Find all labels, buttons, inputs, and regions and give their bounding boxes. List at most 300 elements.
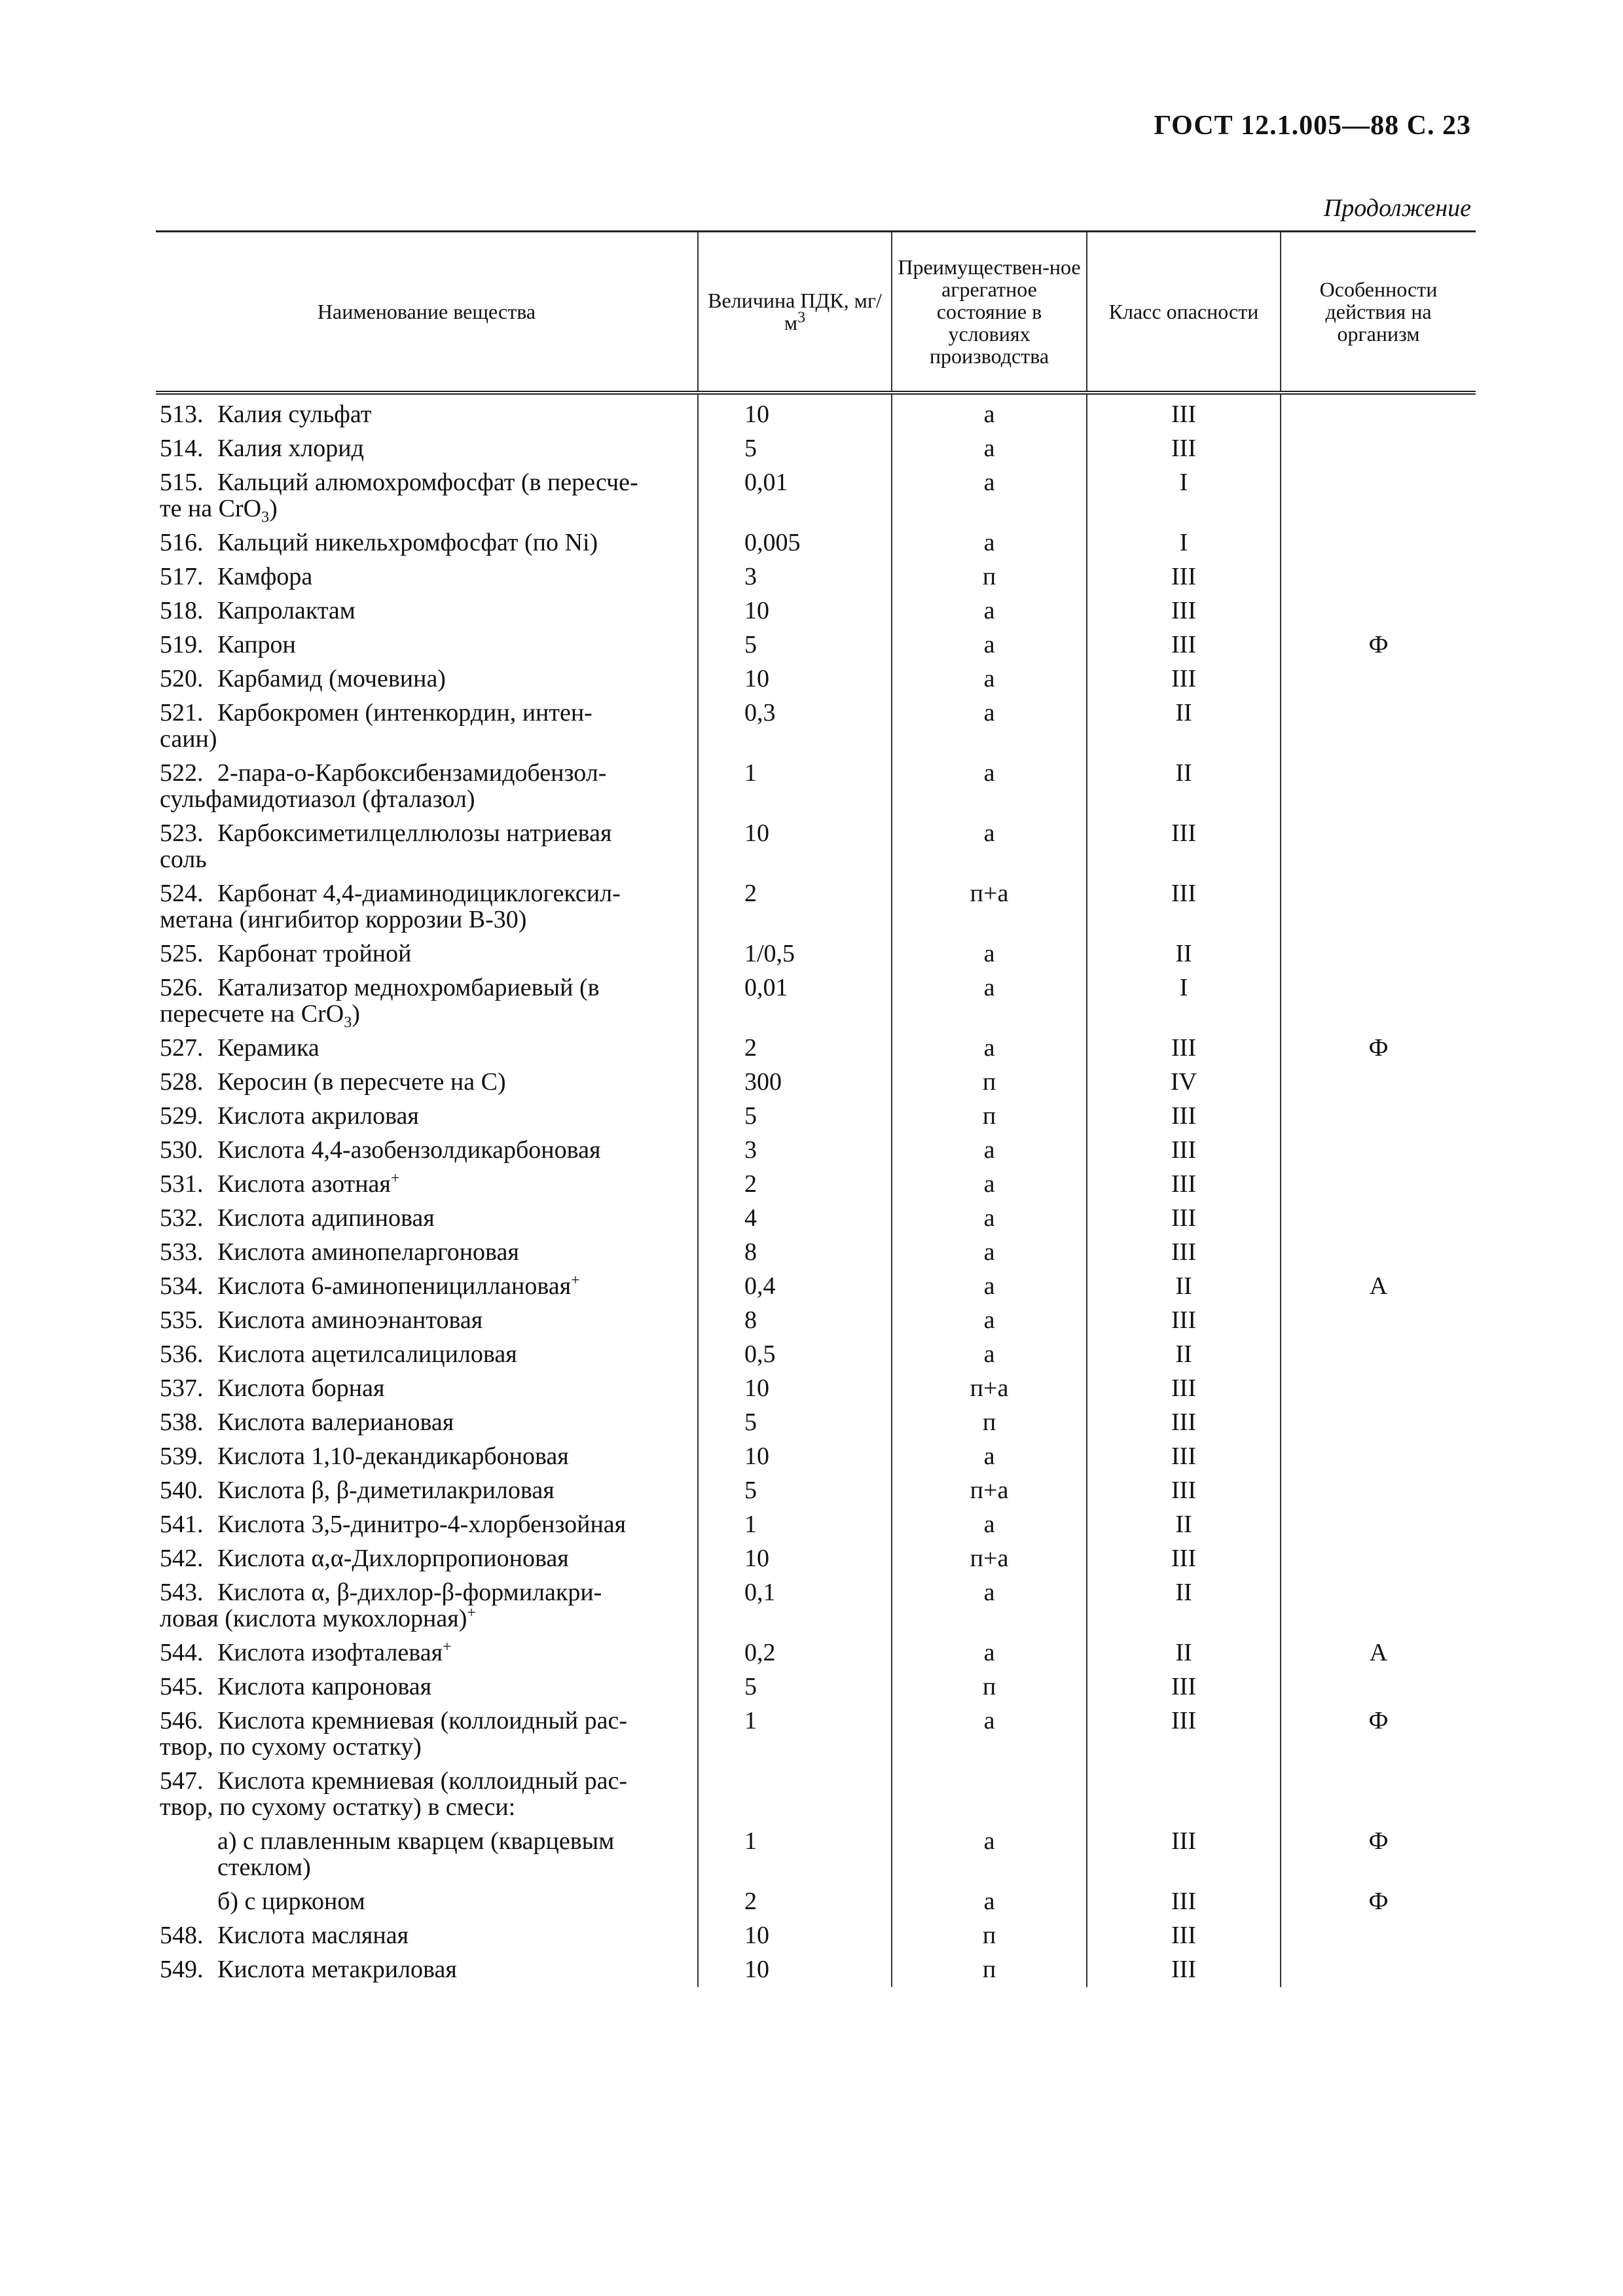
col-header-pdk xyxy=(698,232,892,393)
row-number: 513. xyxy=(160,401,204,428)
pdk-value: 3 xyxy=(698,1134,892,1168)
table-row xyxy=(156,971,1476,1031)
substance-name-continuation xyxy=(160,1734,693,1760)
substance-name-line xyxy=(160,1068,506,1096)
effect-features xyxy=(1281,877,1476,937)
hazard-class xyxy=(1087,1765,1281,1825)
hazard-class: III xyxy=(1087,1542,1281,1576)
substance-name-cell xyxy=(156,1236,698,1270)
pdk-value: 8 xyxy=(698,1236,892,1270)
effect-features xyxy=(1281,1372,1476,1406)
row-number: 529. xyxy=(160,1102,204,1130)
substance-name-cell xyxy=(156,1168,698,1202)
table-row xyxy=(156,393,1476,432)
substance-name: Кислота метакриловая xyxy=(217,1956,457,1983)
substance-name-cell xyxy=(156,662,698,696)
substance-name-line xyxy=(160,1579,602,1606)
hazard-class: III xyxy=(1087,1704,1281,1765)
substance-name-line xyxy=(160,1443,569,1470)
table-row xyxy=(156,1168,1476,1202)
substance-name-cell xyxy=(156,971,698,1031)
col-header-effects: Особенности действия на организм xyxy=(1281,232,1476,393)
hazard-class: III xyxy=(1087,1372,1281,1406)
substance-name-line xyxy=(160,401,371,428)
pdk-value: 0,5 xyxy=(698,1338,892,1372)
substance-name-line xyxy=(160,665,446,692)
pdk-value: 10 xyxy=(698,1919,892,1953)
row-number: 520. xyxy=(160,665,204,692)
substance-name: Калия хлорид xyxy=(217,435,364,462)
table-row xyxy=(156,1953,1476,1987)
substance-name-cell xyxy=(156,757,698,817)
hazard-class: III xyxy=(1087,1134,1281,1168)
substance-name-line xyxy=(160,1408,454,1436)
substance-name: Кислота масляная xyxy=(217,1922,409,1949)
substance-name-line xyxy=(160,1272,580,1300)
substance-name: Карбокромен (интенкордин, интен- xyxy=(217,699,593,726)
substance-name-line xyxy=(160,1707,627,1734)
substance-name: Капролактам xyxy=(217,597,356,624)
table-row xyxy=(156,1474,1476,1508)
substance-name-line xyxy=(160,435,364,462)
substance-name-cell xyxy=(156,817,698,877)
hazard-class: III xyxy=(1087,1885,1281,1919)
continuation-label: Продолжение xyxy=(1323,194,1471,222)
substance-name-cell xyxy=(156,1338,698,1372)
row-number: 521. xyxy=(160,699,204,726)
col-header-substance: Наименование вещества xyxy=(156,232,698,393)
pdk-value: 2 xyxy=(698,1031,892,1066)
table-row xyxy=(156,1100,1476,1134)
hazard-class: I xyxy=(1087,466,1281,526)
substance-name-cell xyxy=(156,1474,698,1508)
table-row xyxy=(156,1508,1476,1542)
aggregate-state: а xyxy=(892,1338,1087,1372)
effect-features xyxy=(1281,1670,1476,1704)
substance-name-line xyxy=(160,880,621,907)
row-number: 531. xyxy=(160,1170,204,1198)
hazard-class: III xyxy=(1087,877,1281,937)
hazard-class: III xyxy=(1087,1100,1281,1134)
substance-name-continuation xyxy=(160,495,693,526)
table-row xyxy=(156,526,1476,560)
substance-name-line xyxy=(160,631,296,658)
row-number: 535. xyxy=(160,1306,204,1334)
substance-name-end: ) xyxy=(352,1000,360,1028)
effect-features xyxy=(1281,1304,1476,1338)
table-row xyxy=(156,1636,1476,1670)
table-row xyxy=(156,1338,1476,1372)
substance-name-cell xyxy=(156,1202,698,1236)
substance-name-part: те на CrO xyxy=(160,495,262,522)
substance-name-line xyxy=(160,974,600,1001)
pdk-value: 10 xyxy=(698,393,892,432)
table-row xyxy=(156,937,1476,971)
aggregate-state: а xyxy=(892,1825,1087,1885)
table-row xyxy=(156,1704,1476,1765)
aggregate-state: а xyxy=(892,393,1087,432)
aggregate-state: а xyxy=(892,1202,1087,1236)
hazard-class: I xyxy=(1087,526,1281,560)
hazard-class: IV xyxy=(1087,1066,1281,1100)
substance-name: Кислота азотная xyxy=(217,1170,391,1198)
pdk-value: 0,2 xyxy=(698,1636,892,1670)
pdk-value: 1 xyxy=(698,1825,892,1885)
aggregate-state: а xyxy=(892,817,1087,877)
hazard-class: III xyxy=(1087,1670,1281,1704)
substance-name-line xyxy=(160,940,411,967)
substance-name-cell xyxy=(156,1765,698,1825)
substance-name: Кислота 3,5-динитро-4-хлорбензойная xyxy=(217,1511,627,1538)
substance-name-cell xyxy=(156,1704,698,1765)
pdk-value: 10 xyxy=(698,594,892,628)
substance-name-continuation xyxy=(160,726,693,752)
aggregate-state: а xyxy=(892,1304,1087,1338)
effect-features: Ф xyxy=(1281,628,1476,662)
substance-name-part: саин) xyxy=(160,725,217,753)
effect-features: А xyxy=(1281,1636,1476,1670)
table-row xyxy=(156,1372,1476,1406)
row-number: 538. xyxy=(160,1408,204,1436)
footnote-mark: + xyxy=(467,1604,476,1622)
substance-name-continuation xyxy=(160,786,693,812)
substance-name-cell xyxy=(156,1670,698,1704)
table-row xyxy=(156,1066,1476,1100)
substance-name-part: ловая (кислота мукохлорная) xyxy=(160,1605,467,1632)
substance-name-continuation xyxy=(160,1000,693,1031)
substance-name-line xyxy=(160,1034,319,1062)
footnote-mark: + xyxy=(571,1272,580,1289)
substance-name-continuation xyxy=(160,1605,693,1632)
effect-features xyxy=(1281,1765,1476,1825)
substance-name: Кислота капроновая xyxy=(217,1673,432,1700)
aggregate-state: п xyxy=(892,1066,1087,1100)
substance-name-part: соль xyxy=(160,846,207,873)
footnote-mark: + xyxy=(390,1170,400,1187)
table-row xyxy=(156,1576,1476,1636)
substance-name-cell xyxy=(156,1542,698,1576)
aggregate-state: а xyxy=(892,1704,1087,1765)
row-number: 517. xyxy=(160,563,204,590)
effect-features xyxy=(1281,1576,1476,1636)
substance-name-line xyxy=(160,1767,627,1795)
substance-name-line xyxy=(160,597,356,624)
row-number: 533. xyxy=(160,1238,204,1266)
substance-name-cell xyxy=(156,1134,698,1168)
row-number: 516. xyxy=(160,529,204,556)
substance-name: Карбоксиметилцеллюлозы натриевая xyxy=(217,819,612,847)
substance-name-end: ) xyxy=(269,495,278,522)
effect-features xyxy=(1281,432,1476,466)
pdk-value: 10 xyxy=(698,1440,892,1474)
substance-name: Кислота 6-аминопенициллановая xyxy=(217,1272,572,1300)
effect-features xyxy=(1281,937,1476,971)
substance-name-line xyxy=(160,529,598,556)
substance-name-part: пересчете на CrO xyxy=(160,1000,344,1028)
table-body xyxy=(156,393,1476,1987)
substance-name-line xyxy=(160,819,611,847)
aggregate-state: а xyxy=(892,971,1087,1031)
table-row xyxy=(156,696,1476,757)
hazard-class: III xyxy=(1087,1168,1281,1202)
hazard-class: III xyxy=(1087,1031,1281,1066)
effect-features xyxy=(1281,971,1476,1031)
table-row xyxy=(156,628,1476,662)
row-number: 514. xyxy=(160,435,204,462)
substance-name: Кислота кремниевая (коллоидный рас- xyxy=(217,1767,628,1795)
substance-name-cell xyxy=(156,1508,698,1542)
substance-name-cell xyxy=(156,1372,698,1406)
substance-name: Кислота 4,4-азобензолдикарбоновая xyxy=(217,1136,601,1164)
effect-features xyxy=(1281,1338,1476,1372)
effect-features xyxy=(1281,594,1476,628)
substance-name-line xyxy=(160,1639,452,1666)
pdk-value: 5 xyxy=(698,1406,892,1440)
pdk-value: 10 xyxy=(698,1953,892,1987)
pdk-value xyxy=(698,1765,892,1825)
table-row xyxy=(156,560,1476,594)
effect-features xyxy=(1281,1066,1476,1100)
effect-features xyxy=(1281,1100,1476,1134)
substance-name: Кислота валериановая xyxy=(217,1408,454,1436)
substance-name-cell xyxy=(156,594,698,628)
substance-name-line xyxy=(160,1306,483,1334)
substance-name: Кислота 1,10-декандикарбоновая xyxy=(217,1443,569,1470)
aggregate-state: а xyxy=(892,937,1087,971)
table-row xyxy=(156,1542,1476,1576)
pdk-value: 10 xyxy=(698,1372,892,1406)
substance-name-cell xyxy=(156,1440,698,1474)
table-row xyxy=(156,1406,1476,1440)
pdk-value: 2 xyxy=(698,877,892,937)
pdk-value: 4 xyxy=(698,1202,892,1236)
substance-name: Кальций алюмохромфосфат (в пересче- xyxy=(217,469,638,496)
table-row xyxy=(156,466,1476,526)
row-number: 523. xyxy=(160,819,204,847)
aggregate-state: а xyxy=(892,628,1087,662)
aggregate-state: а xyxy=(892,662,1087,696)
subscript: 3 xyxy=(344,1014,352,1031)
substance-name-line xyxy=(160,1477,555,1504)
pdk-value: 5 xyxy=(698,1100,892,1134)
aggregate-state: а xyxy=(892,1031,1087,1066)
substance-name-line xyxy=(160,1673,431,1700)
substance-name-cell xyxy=(156,1100,698,1134)
table-row xyxy=(156,1765,1476,1825)
effect-features xyxy=(1281,393,1476,432)
substance-name-cell xyxy=(156,937,698,971)
effect-features xyxy=(1281,1134,1476,1168)
pdk-value: 8 xyxy=(698,1304,892,1338)
hazard-class: III xyxy=(1087,1919,1281,1953)
table-row xyxy=(156,432,1476,466)
effect-features xyxy=(1281,1508,1476,1542)
hazard-class: III xyxy=(1087,1825,1281,1885)
aggregate-state: а xyxy=(892,526,1087,560)
hazard-class: II xyxy=(1087,1576,1281,1636)
substance-name: Кислота β, β-диметилакриловая xyxy=(217,1477,555,1504)
table-row xyxy=(156,594,1476,628)
substance-name-line xyxy=(160,469,638,496)
substance-name-cell xyxy=(156,1406,698,1440)
page-header: ГОСТ 12.1.005—88 С. 23 xyxy=(1154,111,1471,141)
row-number: 528. xyxy=(160,1068,204,1096)
aggregate-state: а xyxy=(892,466,1087,526)
substance-name: б) с цирконом xyxy=(217,1888,365,1915)
effect-features xyxy=(1281,526,1476,560)
substance-name: Карбонат 4,4-диаминодициклогексил- xyxy=(217,880,621,907)
aggregate-state: а xyxy=(892,1440,1087,1474)
aggregate-state: а xyxy=(892,1885,1087,1919)
substance-name-cell xyxy=(156,1270,698,1304)
hazard-class: III xyxy=(1087,1953,1281,1987)
pdk-value: 5 xyxy=(698,1670,892,1704)
substance-name-cell xyxy=(156,526,698,560)
substance-name: Кислота аминоэнантовая xyxy=(217,1306,483,1334)
pdk-value: 5 xyxy=(698,628,892,662)
effect-features xyxy=(1281,757,1476,817)
aggregate-state: п+а xyxy=(892,1542,1087,1576)
substance-name-cell xyxy=(156,1919,698,1953)
pdk-value: 10 xyxy=(698,1542,892,1576)
table-row xyxy=(156,1919,1476,1953)
substance-name-cell xyxy=(156,1031,698,1066)
row-number: 543. xyxy=(160,1579,204,1606)
pdk-value: 10 xyxy=(698,662,892,696)
substance-name-line xyxy=(160,1136,600,1164)
row-number: 544. xyxy=(160,1639,204,1666)
row-number: 541. xyxy=(160,1511,204,1538)
table-row xyxy=(156,1825,1476,1885)
row-number: 547. xyxy=(160,1767,204,1795)
effect-features xyxy=(1281,1474,1476,1508)
aggregate-state: п+а xyxy=(892,877,1087,937)
substance-name-part: твор, по сухому остатку) xyxy=(160,1733,422,1761)
row-number: 515. xyxy=(160,469,204,496)
substance-name: Капрон xyxy=(217,631,296,658)
substance-name-part: метана (ингибитор коррозии В-30) xyxy=(160,906,527,933)
substance-name: 2-пара-о-Карбоксибензамидобензол- xyxy=(217,759,607,787)
hazard-class: II xyxy=(1087,1508,1281,1542)
effect-features xyxy=(1281,560,1476,594)
substance-name: Кислота ацетилсалициловая xyxy=(217,1340,517,1368)
col-header-state: Преимуществен-ное агрегатное состояние в условиях производства xyxy=(892,232,1087,393)
substance-name-cell xyxy=(156,560,698,594)
substance-name-line xyxy=(160,1238,519,1266)
substance-name-cell xyxy=(156,696,698,757)
aggregate-state: а xyxy=(892,594,1087,628)
hazard-class: II xyxy=(1087,1636,1281,1670)
aggregate-state: а xyxy=(892,1508,1087,1542)
row-number: 526. xyxy=(160,974,204,1001)
pdk-value: 1 xyxy=(698,1704,892,1765)
substance-name: Катализатор меднохромбариевый (в xyxy=(217,974,600,1001)
substance-name: Кислота адипиновая xyxy=(217,1204,435,1232)
effect-features xyxy=(1281,1919,1476,1953)
substance-name-continuation xyxy=(217,1854,693,1880)
col-header-pdk-exp: 3 xyxy=(797,309,806,327)
substance-name: а) с плавленным кварцем (кварцевым xyxy=(217,1827,615,1855)
row-number: 536. xyxy=(160,1340,204,1368)
aggregate-state: а xyxy=(892,432,1087,466)
hazard-class: II xyxy=(1087,1338,1281,1372)
hazard-class: III xyxy=(1087,1202,1281,1236)
effect-features xyxy=(1281,817,1476,877)
pdk-value: 0,005 xyxy=(698,526,892,560)
substance-name-cell xyxy=(156,432,698,466)
pdk-value: 0,01 xyxy=(698,466,892,526)
row-number: 537. xyxy=(160,1374,204,1402)
hazard-class: III xyxy=(1087,1440,1281,1474)
table-row xyxy=(156,1031,1476,1066)
effect-features xyxy=(1281,1406,1476,1440)
table-row xyxy=(156,817,1476,877)
row-number: 522. xyxy=(160,759,204,787)
pdk-value: 1 xyxy=(698,757,892,817)
aggregate-state xyxy=(892,1765,1087,1825)
effect-features xyxy=(1281,1168,1476,1202)
effect-features: Ф xyxy=(1281,1704,1476,1765)
aggregate-state: п xyxy=(892,1919,1087,1953)
substance-name-part: стеклом) xyxy=(217,1854,311,1881)
pdk-value: 5 xyxy=(698,432,892,466)
substance-name-line xyxy=(160,1102,419,1130)
hazard-class: III xyxy=(1087,628,1281,662)
substance-name: Кислота аминопеларгоновая xyxy=(217,1238,519,1266)
hazard-class: III xyxy=(1087,560,1281,594)
table-row xyxy=(156,1236,1476,1270)
row-number: 540. xyxy=(160,1477,204,1504)
substance-name: Керамика xyxy=(217,1034,319,1062)
effect-features xyxy=(1281,662,1476,696)
hazard-class: III xyxy=(1087,432,1281,466)
hazard-class: III xyxy=(1087,393,1281,432)
substance-name: Кислота изофталевая xyxy=(217,1639,443,1666)
hazard-class: II xyxy=(1087,1270,1281,1304)
substance-name-cell xyxy=(156,1576,698,1636)
effect-features: Ф xyxy=(1281,1031,1476,1066)
effect-features: А xyxy=(1281,1270,1476,1304)
pdk-value: 2 xyxy=(698,1885,892,1919)
substance-name: Кислота акриловая xyxy=(217,1102,419,1130)
table-row xyxy=(156,1134,1476,1168)
aggregate-state: а xyxy=(892,757,1087,817)
row-number: 527. xyxy=(160,1034,204,1062)
hazard-class: III xyxy=(1087,594,1281,628)
aggregate-state: п xyxy=(892,1100,1087,1134)
effect-features: Ф xyxy=(1281,1825,1476,1885)
table-row xyxy=(156,757,1476,817)
substance-name: Камфора xyxy=(217,563,313,590)
substance-name-cell xyxy=(156,1953,698,1987)
substance-name: Кальций никельхромфосфат (по Ni) xyxy=(217,529,598,556)
row-number: 530. xyxy=(160,1136,204,1164)
effect-features xyxy=(1281,1440,1476,1474)
pdk-value: 2 xyxy=(698,1168,892,1202)
row-number: 546. xyxy=(160,1707,204,1734)
row-number: 549. xyxy=(160,1956,204,1983)
substance-name-line xyxy=(160,1545,569,1572)
row-number: 518. xyxy=(160,597,204,624)
substance-name-line xyxy=(160,1922,409,1949)
substance-name-line xyxy=(160,699,593,726)
substance-name-part: сульфамидотиазол (фталазол) xyxy=(160,785,475,813)
row-number: 539. xyxy=(160,1443,204,1470)
row-number: 525. xyxy=(160,940,204,967)
pdk-value: 5 xyxy=(698,1474,892,1508)
substance-name-cell xyxy=(156,1066,698,1100)
footnote-mark: + xyxy=(443,1638,452,1656)
